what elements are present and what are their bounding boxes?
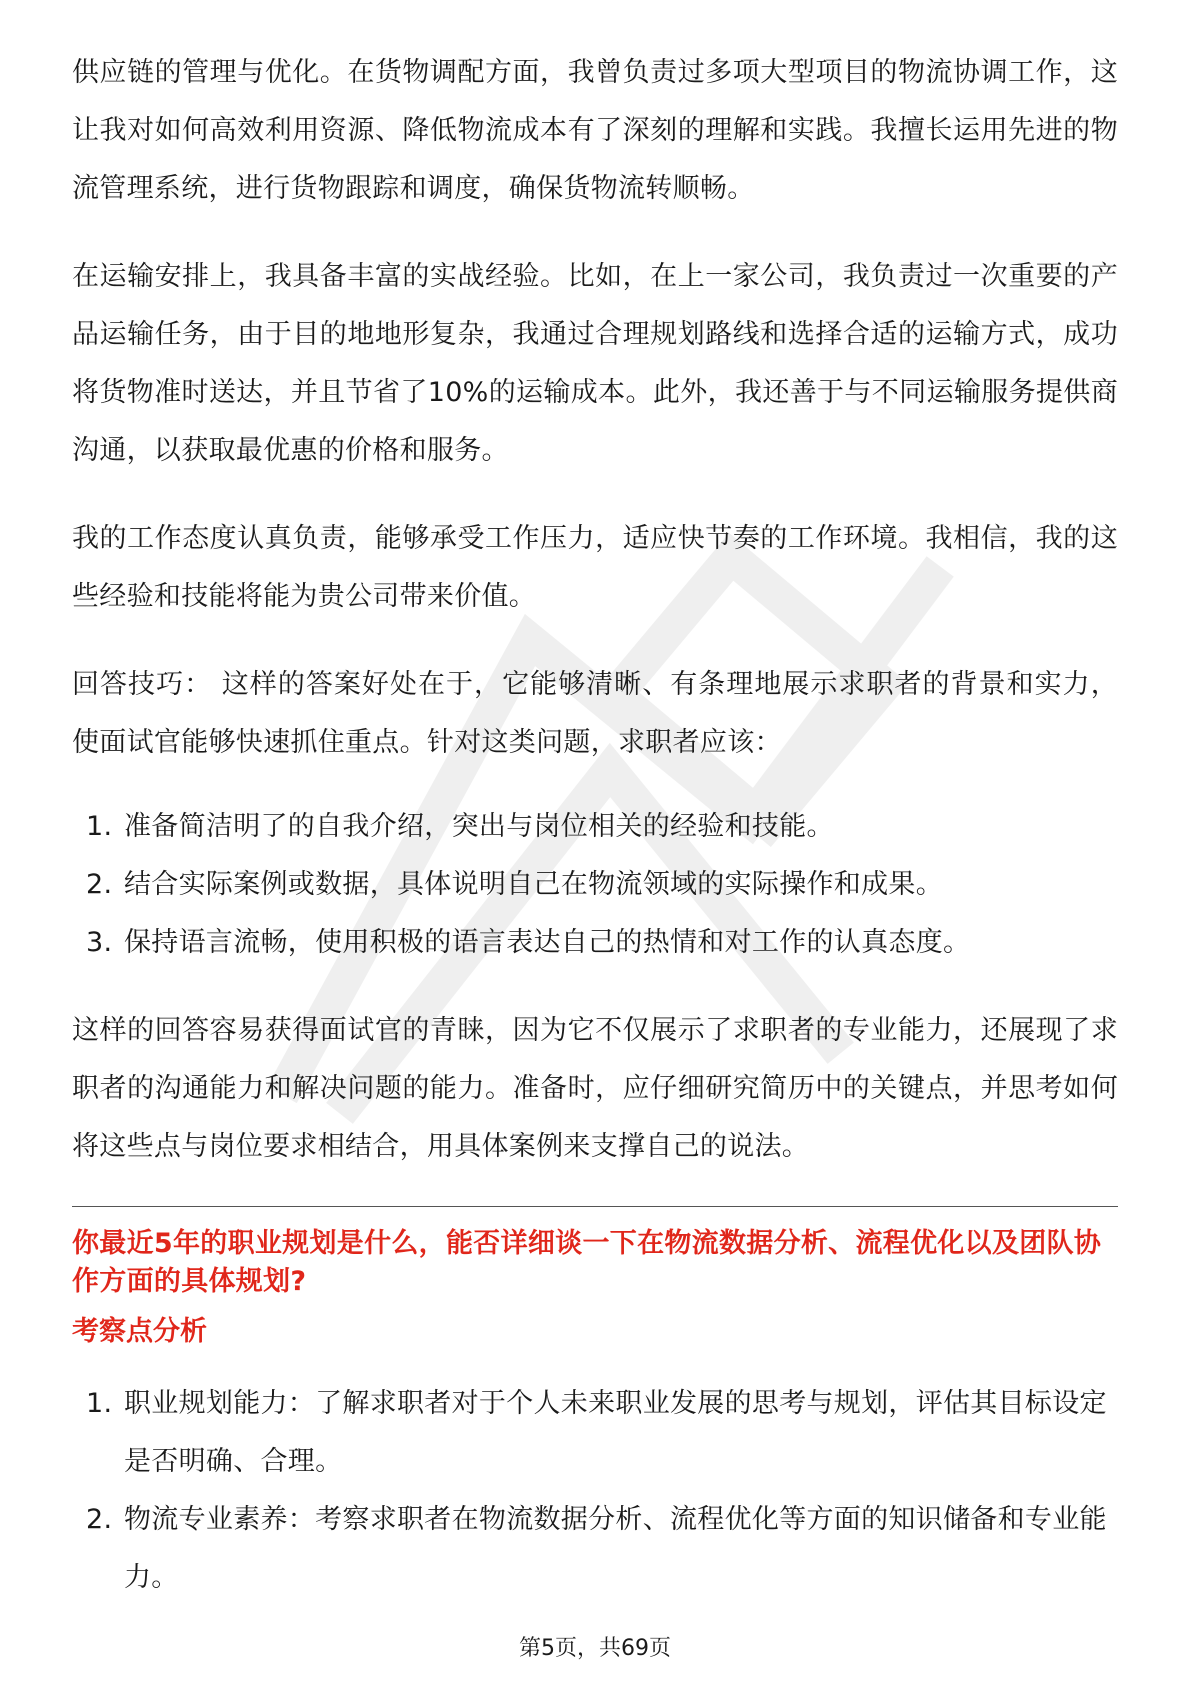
list-number: 2. bbox=[86, 869, 113, 900]
paragraph-transport: 在运输安排上，我具备丰富的实战经验。比如，在上一家公司，我负责过一次重要的产品运输任务，由于目的地地形复杂，我通过合理规划路线和选择合适的运输方式，成功将货物准时送达，并且节省了10%的运输成本。此外，我还善于与不同运输服务提供商沟通，以获取最优惠的价格和服务。 bbox=[72, 261, 1118, 466]
paragraph-supply-chain: 供应链的管理与优化。在货物调配方面，我曾负责过多项大型项目的物流协调工作，这让我对如何高效利用资源、降低物流成本有了深刻的理解和实践。我擅长运用先进的物流管理系统，进行货物跟踪和调度，确保货物流转顺畅。 bbox=[72, 57, 1118, 204]
list-item-text: 准备简洁明了的自我介绍，突出与岗位相关的经验和技能。 bbox=[124, 811, 834, 842]
list-item-text: 保持语言流畅，使用积极的语言表达自己的热情和对工作的认真态度。 bbox=[124, 927, 971, 958]
list-number: 1. bbox=[86, 1388, 113, 1419]
list-number: 2. bbox=[86, 1504, 113, 1535]
interview-question: 你最近5年的职业规划是什么，能否详细谈一下在物流数据分析、流程优化以及团队协作方面的具体规划? bbox=[72, 1228, 1102, 1297]
tips-list bbox=[72, 798, 1118, 972]
list-item bbox=[72, 798, 1118, 856]
list-item bbox=[72, 1375, 1118, 1491]
paragraph-closing: 这样的回答容易获得面试官的青睐，因为它不仅展示了求职者的专业能力，还展现了求职者的沟通能力和解决问题的能力。准备时，应仔细研究简历中的关键点，并思考如何将这些点与岗位要求相结合，用具体案例来支撑自己的说法。 bbox=[72, 1015, 1118, 1162]
list-item-text: 物流专业素养：考察求职者在物流数据分析、流程优化等方面的知识储备和专业能力。 bbox=[124, 1504, 1107, 1593]
document-page bbox=[72, 44, 1118, 1637]
list-item-text: 结合实际案例或数据，具体说明自己在物流领域的实际操作和成果。 bbox=[124, 869, 943, 900]
analysis-list bbox=[72, 1375, 1118, 1607]
list-item-text: 职业规划能力：了解求职者对于个人未来职业发展的思考与规划，评估其目标设定是否明确、合理。 bbox=[124, 1388, 1107, 1477]
paragraph-answer-tips: 回答技巧： 这样的答案好处在于，它能够清晰、有条理地展示求职者的背景和实力，使面试官能够快速抓住重点。针对这类问题，求职者应该： bbox=[72, 669, 1118, 758]
page-footer: 第5页，共69页 bbox=[519, 1636, 671, 1661]
list-number: 3. bbox=[86, 927, 113, 958]
list-item bbox=[72, 856, 1118, 914]
list-number: 1. bbox=[86, 811, 113, 842]
list-item bbox=[72, 1491, 1118, 1607]
list-item bbox=[72, 914, 1118, 972]
paragraph-attitude: 我的工作态度认真负责，能够承受工作压力，适应快节奏的工作环境。我相信，我的这些经验和技能将能为贵公司带来价值。 bbox=[72, 523, 1118, 612]
section-divider bbox=[72, 1206, 1118, 1207]
analysis-title: 考察点分析 bbox=[72, 1316, 207, 1347]
